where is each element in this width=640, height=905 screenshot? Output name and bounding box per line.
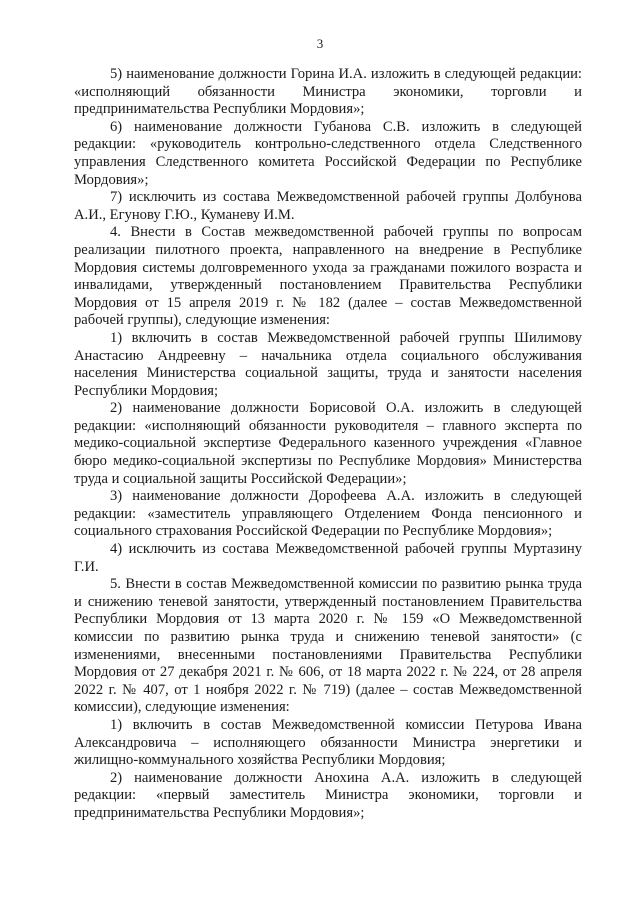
paragraph-section-4-item-2: 2) наименование должности Борисовой О.А. изложить в следующей редакции: «исполняющий обязанности руководителя – главного эксперта по медико-социальной экспертизе Федерального казенного учреждения «Главное бюро медико-социальной экспертизы по Республике Мордовия» Министерства труда и социальной защиты Российской Федерации»; <box>74 400 582 487</box>
page-number: 3 <box>316 36 324 51</box>
paragraph-section-5: 5. Внести в состав Межведомственной комиссии по развитию рынка труда и снижению теневой занятости, утвержденный постановлением Правительства Республики Мордовия от 13 марта 2020 г. № 159 «О Межведомственной комиссии по развитию рынка труда и снижению теневой занятости» (с изменениями, внесенными постановлениями Правительства Республики Мордовия от 27 декабря 2021 г. № 606, от 18 марта 2022 г. № 224, от 28 апреля 2022 г. № 407, от 1 ноября 2022 г. № 719) (далее – состав Межведомственной комиссии), следующие изменения: <box>74 576 582 716</box>
paragraph-section-4-item-1: 1) включить в состав Межведомственной рабочей группы Шилимову Анастасию Андреевну – начальника отдела социального обслуживания населения Министерства социальной защиты, труда и занятости населения Республики Мордовия; <box>74 329 582 399</box>
paragraph-item-7-exclude: 7) исключить из состава Межведомственной рабочей группы Долбунова А.И., Егунову Г.Ю., Куманеву И.М. <box>74 189 582 223</box>
paragraph-section-4-item-3: 3) наименование должности Дорофеева А.А. изложить в следующей редакции: «заместитель управляющего Отделением Фонда пенсионного и социального страхования Российской Федерации по Республике Мордовия»; <box>74 488 582 540</box>
paragraph-section-4-item-4: 4) исключить из состава Межведомственной рабочей группы Муртазину Г.И. <box>74 541 582 575</box>
paragraph-item-6-gubanov: 6) наименование должности Губанова С.В. изложить в следующей редакции: «руководитель контрольно-следственного отдела Следственного управления Следственного комитета Российской Федерации по Республике Мордовия»; <box>74 118 582 188</box>
paragraph-section-5-item-1: 1) включить в состав Межведомственной комиссии Петурова Ивана Александровича – исполняющего обязанности Министра энергетики и жилищно-коммунального хозяйства Республики Мордовия; <box>74 716 582 769</box>
paragraph-section-5-item-2: 2) наименование должности Анохина А.А. изложить в следующей редакции: «первый заместитель Министра экономики, торговли и предпринимательства Республики Мордовия»; <box>74 769 582 821</box>
paragraph-item-5-gorin: 5) наименование должности Горина И.А. изложить в следующей редакции: «исполняющий обязанности Министра экономики, торговли и предпринимательства Республики Мордовия»; <box>74 66 582 118</box>
paragraph-section-4: 4. Внести в Состав межведомственной рабочей группы по вопросам реализации пилотного проекта, направленного на внедрение в Республике Мордовия системы долговременного ухода за гражданами пожилого возраста и инвалидами, утвержденный постановлением Правительства Республики Мордовия от 15 апреля 2019 г. № 182 (далее – состав Межведомственной рабочей группы), следующие изменения: <box>74 224 582 329</box>
document-body <box>74 66 582 823</box>
